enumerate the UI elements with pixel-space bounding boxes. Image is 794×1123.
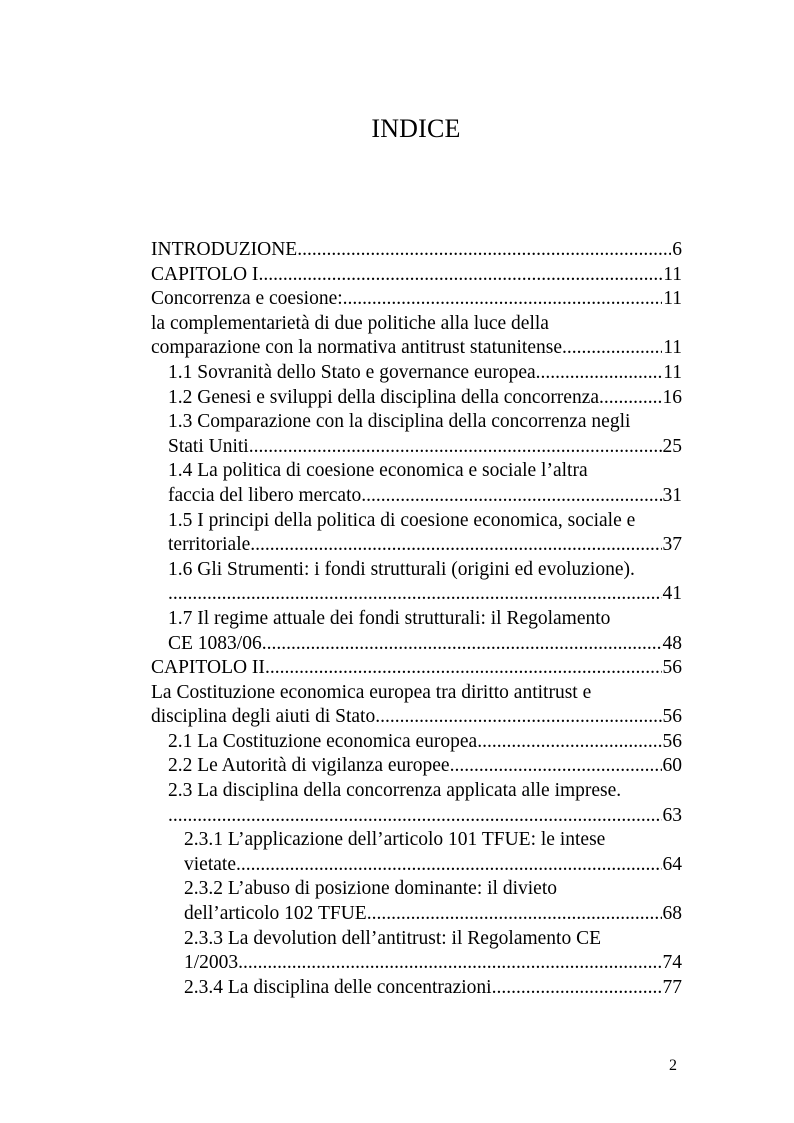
page-title: INDICE [371,114,461,143]
toc-entry-text: 1.6 Gli Strumenti: i fondi strutturali (origini ed evoluzione). [168,558,635,580]
toc-entry[interactable] [151,287,682,312]
table-of-contents [151,238,682,1000]
toc-entry-text: CE 1083/06 [168,632,262,654]
toc-entry-text: 1/2003 [184,952,239,974]
toc-entry[interactable] [151,238,682,263]
toc-entry-page: 74 [662,952,682,974]
toc-entry-page: 16 [662,386,682,408]
dot-leader [372,902,662,927]
toc-entry-page: 63 [662,804,682,826]
toc-entry[interactable] [151,754,682,779]
toc-entry[interactable] [151,263,682,288]
dot-leader [492,976,662,1001]
dot-leader [238,951,661,976]
toc-entry-line[interactable] [151,828,682,853]
toc-entry-text: 2.3.2 L’abuso di posizione dominante: il divieto [184,878,557,900]
dot-leader [567,336,662,361]
toc-entry-line[interactable] [151,607,682,632]
toc-entry-text: faccia del libero mercato. [168,484,367,506]
dot-leader [375,705,661,730]
toc-entry-text: 2.3.1 L’applicazione dell’articolo 101 TFUE: le intese [184,829,606,851]
toc-entry-page: 68 [662,903,682,925]
toc-entry[interactable] [151,853,682,878]
toc-entry-line[interactable] [151,681,682,706]
toc-entry[interactable] [151,902,682,927]
toc-entry-text: 1.7 Il regime attuale dei fondi strutturali: il Regolamento [168,607,611,629]
dot-leader [454,754,661,779]
toc-entry-text: 2.3.3 La devolution dell’antitrust: il Regolamento CE [184,927,602,949]
toc-entry-page: 6 [672,239,682,260]
dot-leader [255,533,661,558]
toc-entry[interactable] [151,656,682,681]
toc-entry-line[interactable] [151,312,682,337]
dot-leader [262,632,662,657]
toc-entry-page: 60 [662,755,682,777]
toc-entry-line[interactable] [151,779,682,804]
toc-entry-page: 41 [662,583,682,605]
toc-entry-page: 11 [663,361,682,383]
toc-entry-page: 48 [662,632,682,654]
toc-entry-line[interactable] [151,558,682,583]
toc-entry[interactable] [151,976,682,1001]
toc-entry-text: 2.3.4 La disciplina delle concentrazioni [184,976,492,998]
toc-entry[interactable] [151,730,682,755]
dot-leader [258,263,662,288]
toc-entry-page: 64 [662,853,682,875]
toc-entry-text: CAPITOLO II [151,657,265,679]
dot-leader [297,238,671,263]
dot-leader [241,853,662,878]
toc-entry-text: vietate. [184,853,241,875]
toc-entry-page: 31 [662,484,682,506]
toc-entry-text: la complementarietà di due politiche alla luce della [151,312,549,334]
toc-entry[interactable] [151,533,682,558]
toc-entry[interactable] [151,435,682,460]
toc-entry-text: territoriale. [168,534,256,556]
toc-entry-text: 2.1 La Costituzione economica europea [168,730,478,752]
toc-entry-text: Stati Uniti. [168,435,254,457]
toc-entry-text: INTRODUZIONE [151,239,298,260]
toc-entry-line[interactable] [151,459,682,484]
toc-entry[interactable] [151,804,682,829]
toc-entry-text: disciplina degli aiuti di Stato [151,706,376,728]
toc-entry-page: 11 [663,337,682,359]
toc-entry[interactable] [151,484,682,509]
dot-leader [343,287,663,312]
toc-entry-page: 37 [662,534,682,556]
toc-entry-text: 1.5 I principi della politica di coesione economica, sociale e [168,509,636,531]
dot-leader [168,582,662,607]
dot-leader [477,730,661,755]
toc-entry-page: 11 [663,263,682,285]
toc-entry-text: CAPITOLO I [151,263,259,285]
toc-entry-page: 11 [663,288,682,310]
toc-entry-text: Concorrenza e coesione: [151,288,343,310]
dot-leader [168,804,662,829]
dot-leader [599,386,661,411]
toc-entry-page: 56 [662,706,682,728]
toc-entry-line[interactable] [151,877,682,902]
toc-entry-text: 1.3 Comparazione con la disciplina della concorrenza negli [168,411,631,433]
dot-leader [265,656,662,681]
toc-entry[interactable] [151,582,682,607]
dot-leader [541,361,663,386]
toc-entry-page: 56 [662,657,682,679]
toc-entry[interactable] [151,705,682,730]
toc-entry[interactable] [151,361,682,386]
toc-entry-text: La Costituzione economica europea tra diritto antitrust e [151,681,592,703]
toc-entry-line[interactable] [151,927,682,952]
toc-entry-page: 25 [662,435,682,457]
page-number: 2 [669,1057,677,1074]
toc-entry-line[interactable] [151,410,682,435]
toc-entry[interactable] [151,336,682,361]
toc-entry-line[interactable] [151,509,682,534]
toc-entry-page: 56 [662,730,682,752]
toc-entry-text: 2.2 Le Autorità di vigilanza europee. [168,755,455,777]
dot-leader [254,435,662,460]
toc-entry-page: 77 [662,976,682,998]
dot-leader [366,484,661,509]
toc-entry-text: 1.4 La politica di coesione economica e sociale l’altra [168,460,588,482]
toc-entry[interactable] [151,951,682,976]
toc-entry-text: 2.3 La disciplina della concorrenza applicata alle imprese. [168,780,622,802]
toc-entry[interactable] [151,632,682,657]
toc-entry-text: comparazione con la normativa antitrust statunitense. [151,337,567,359]
toc-entry-text: dell’articolo 102 TFUE. [184,903,372,925]
toc-entry-text: 1.2 Genesi e sviluppi della disciplina della concorrenza [168,386,600,408]
toc-entry[interactable] [151,386,682,411]
toc-entry-text: 1.1 Sovranità dello Stato e governance europea. [168,361,541,383]
